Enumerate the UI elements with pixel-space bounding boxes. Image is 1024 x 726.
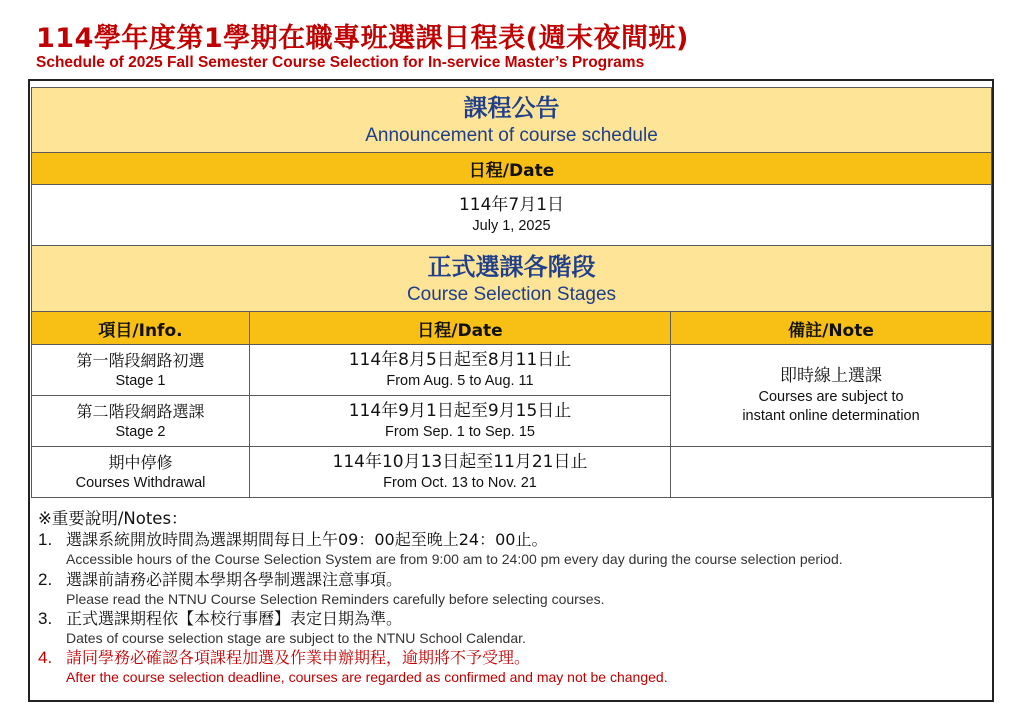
schedule-table bbox=[31, 87, 992, 498]
announcement-heading-cell bbox=[32, 88, 992, 153]
announcement-heading-row bbox=[32, 88, 992, 153]
note-text-en: Dates of course selection stage are subject to the NTNU School Calendar. bbox=[66, 630, 526, 646]
note-text-en: Please read the NTNU Course Selection Reminders carefully before selecting courses. bbox=[66, 591, 605, 607]
page-subtitle: Schedule of 2025 Fall Semester Course Selection for In-service Master’s Programs bbox=[36, 54, 645, 71]
note-text-zh: 選課前請務必詳閱本學期各學制選課注意事項。 bbox=[66, 570, 403, 589]
stage-date-cell bbox=[250, 345, 671, 396]
announcement-date-zh: 114年7月1日 bbox=[458, 195, 565, 215]
column-header-note: 備註/Note bbox=[671, 312, 992, 345]
note-number: 4. bbox=[38, 648, 53, 667]
table-row bbox=[32, 345, 992, 396]
column-header-info: 項目/Info. bbox=[32, 312, 250, 345]
stage-item-cell bbox=[32, 345, 250, 396]
note-text-zh: 請同學務必確認各項課程加選及作業申辦期程，逾期將不予受理。 bbox=[66, 648, 531, 667]
announcement-heading-zh: 課程公告 bbox=[463, 94, 560, 122]
note-item bbox=[38, 569, 604, 608]
stage-note-en-line1: Courses are subject to bbox=[758, 389, 904, 405]
announcement-date-header: 日程/Date bbox=[32, 153, 992, 185]
announcement-date-en: July 1, 2025 bbox=[472, 218, 551, 234]
stage-item-en: Stage 2 bbox=[115, 423, 166, 440]
note-item bbox=[38, 608, 526, 647]
stages-heading-en: Course Selection Stages bbox=[406, 283, 617, 305]
stage-item-zh: 第一階段網路初選 bbox=[76, 350, 205, 370]
stage-item-cell bbox=[32, 396, 250, 447]
note-text-zh: 正式選課期程依【本校行事曆】表定日期為準。 bbox=[66, 609, 403, 628]
stage-note-en-line2: instant online determination bbox=[742, 408, 920, 424]
table-row bbox=[32, 447, 992, 498]
stage-date-zh: 114年9月1日起至9月15日止 bbox=[348, 401, 572, 421]
stage-item-en: Courses Withdrawal bbox=[75, 474, 206, 491]
note-item bbox=[38, 529, 843, 568]
stage-date-en: From Oct. 13 to Nov. 21 bbox=[383, 475, 537, 491]
stage-date-zh: 114年8月5日起至8月11日止 bbox=[348, 350, 572, 370]
stage-item-zh: 第二階段網路選課 bbox=[76, 401, 205, 421]
stage-note-cell bbox=[671, 345, 992, 447]
column-header-date: 日程/Date bbox=[250, 312, 671, 345]
stage-date-en: From Sep. 1 to Sep. 15 bbox=[385, 424, 535, 440]
note-number: 1. bbox=[38, 530, 53, 549]
stage-date-en: From Aug. 5 to Aug. 11 bbox=[386, 373, 534, 389]
announcement-date-header-row bbox=[32, 153, 992, 185]
stage-note-zh: 即時線上選課 bbox=[780, 366, 882, 386]
note-text-zh: 選課系統開放時間為選課期間每日上午09：00起至晚上24：00止。 bbox=[66, 530, 548, 549]
note-number: 2. bbox=[38, 570, 53, 589]
notes-heading: ※重要說明/Notes： bbox=[38, 509, 188, 528]
announcement-heading-en: Announcement of course schedule bbox=[365, 125, 658, 146]
stage-date-zh: 114年10月13日起至11月21日止 bbox=[332, 452, 588, 472]
page-title: 114學年度第1學期在職專班選課日程表(週末夜間班) bbox=[36, 23, 689, 54]
stage-item-cell bbox=[32, 447, 250, 498]
stage-date-cell bbox=[250, 396, 671, 447]
stages-heading-zh: 正式選課各階段 bbox=[427, 252, 596, 281]
stages-heading-cell bbox=[32, 246, 992, 312]
note-item-warning bbox=[38, 647, 668, 686]
announcement-date-row bbox=[32, 185, 992, 246]
stages-heading-row bbox=[32, 246, 992, 312]
note-text-en: Accessible hours of the Course Selection System are from 9:00 am to 24:00 pm every day during the course selection period. bbox=[66, 551, 843, 567]
stage-item-zh: 期中停修 bbox=[108, 452, 173, 472]
stage-date-cell bbox=[250, 447, 671, 498]
note-number: 3. bbox=[38, 609, 53, 628]
stage-note-empty-cell bbox=[671, 447, 992, 498]
note-text-en: After the course selection deadline, courses are regarded as confirmed and may not be changed. bbox=[66, 669, 668, 685]
stages-column-header-row bbox=[32, 312, 992, 345]
stage-item-en: Stage 1 bbox=[115, 372, 166, 389]
announcement-date-cell bbox=[32, 185, 992, 246]
